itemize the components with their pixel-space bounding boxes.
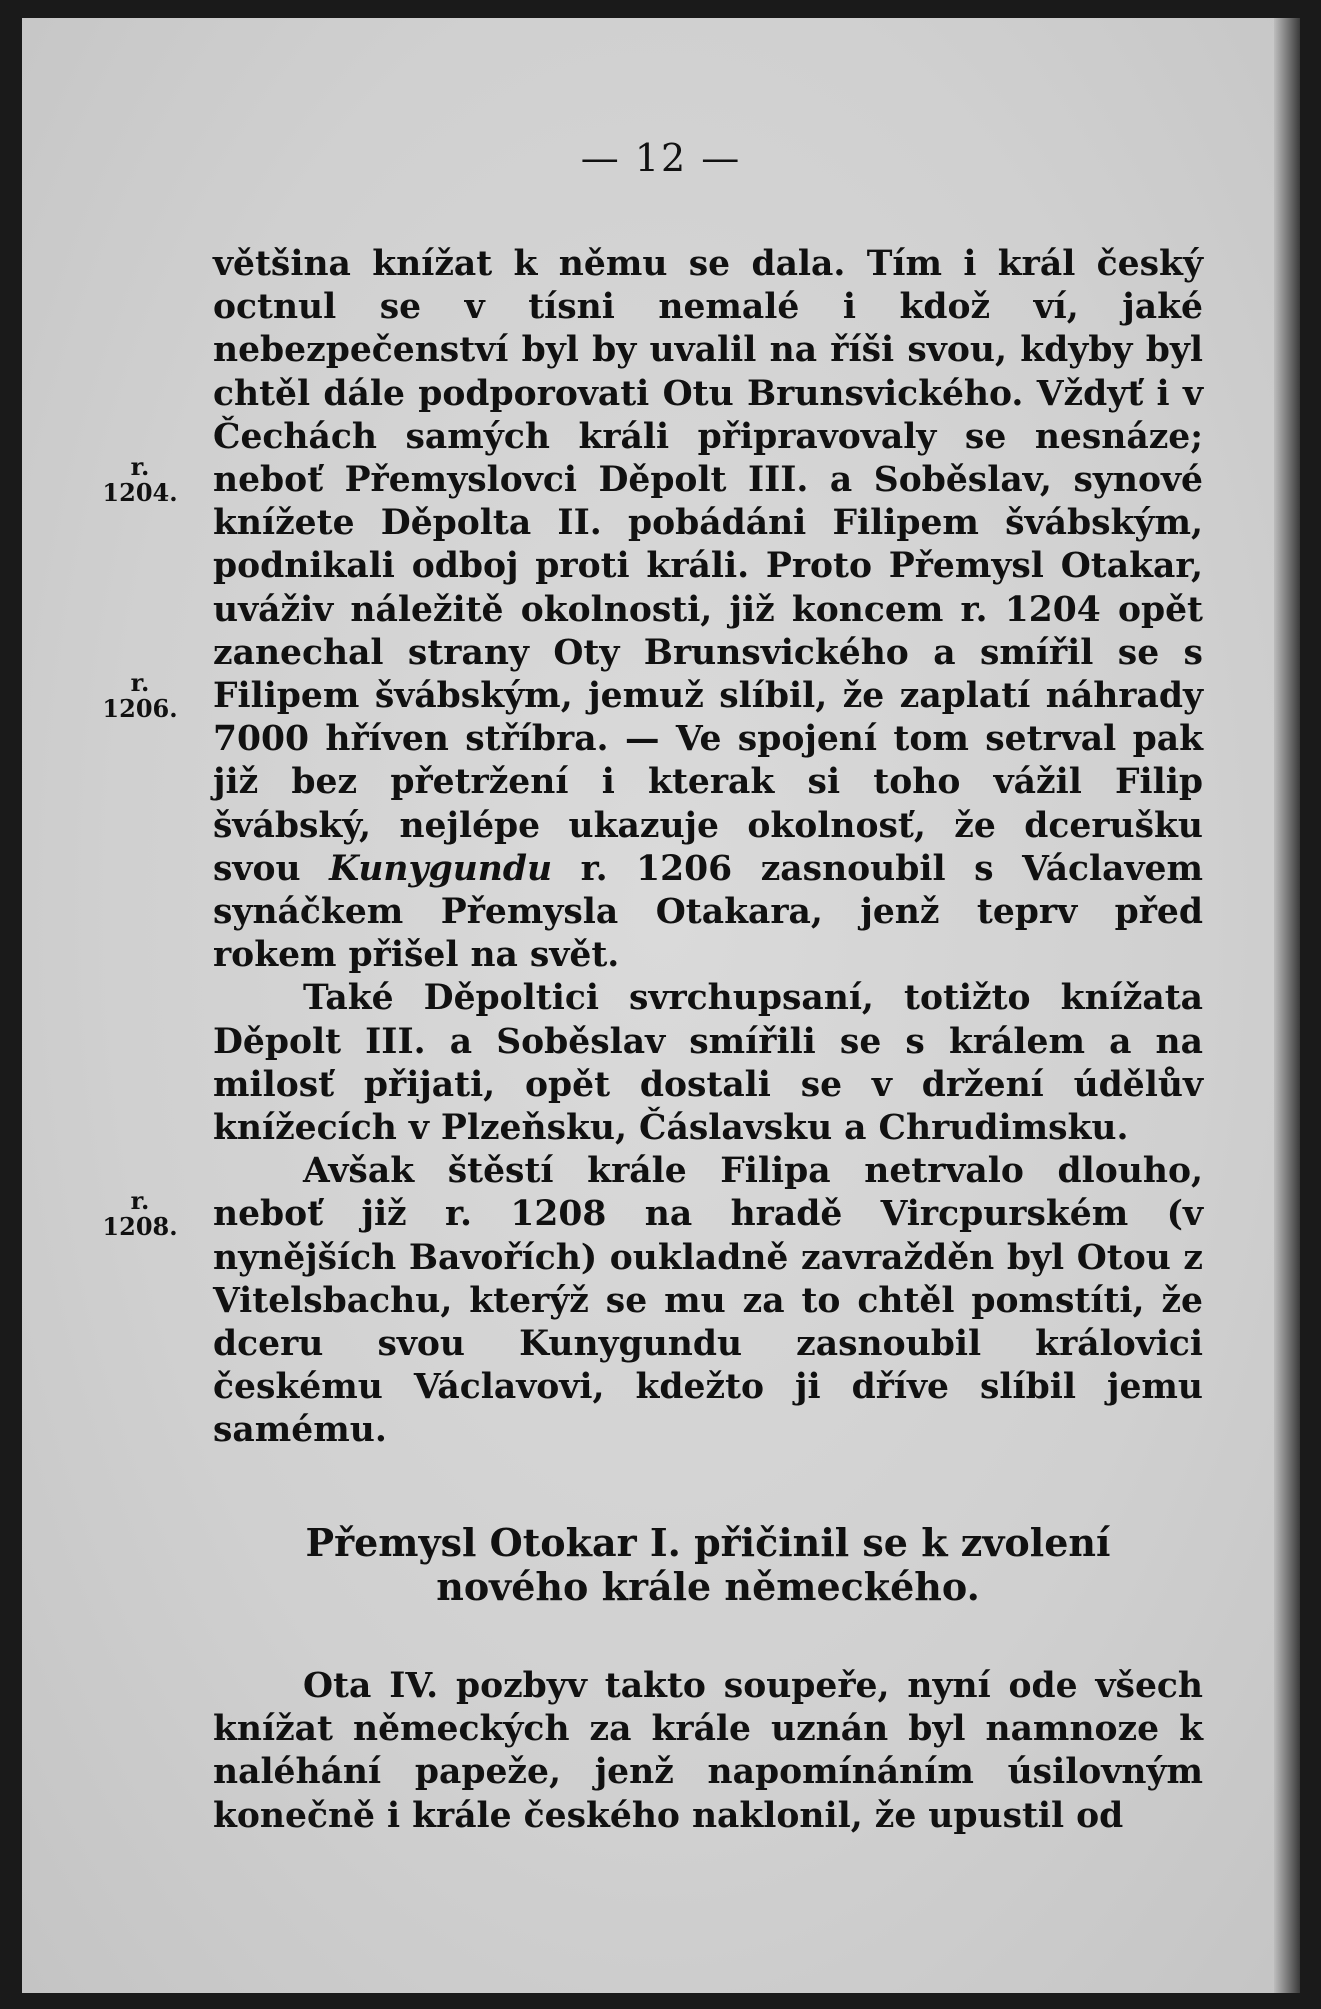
- paragraph-3: Avšak štěstí krále Filipa netrvalo dlouho, neboť již r. 1208 na hradě Vircpurském (v nynějších Bavořích) oukladně zavražděn byl Otou z Vitelsbachu, kterýž se mu za to chtěl pomstíti, že dceru svou Kunygundu zasnoubil královici českému Václavovi, kdežto ji dříve slíbil jemu samému.: [213, 1151, 1203, 1451]
- margin-note-year: 1206.: [102, 694, 178, 723]
- margin-note-1208: [88, 1188, 192, 1240]
- section-heading-line-1: Přemysl Otokar I. přičinil se k zvolení: [305, 1520, 1111, 1565]
- page-edge-shadow: [1274, 18, 1300, 1993]
- margin-note-label: r.: [130, 668, 150, 697]
- main-text: [213, 243, 1203, 1453]
- paragraph-1-text-end: r. 1206 zasnoubil s Václavem synáčkem Přemysla Otakara, jenž teprv před rokem přišel na svět.: [213, 848, 1204, 976]
- margin-note-label: r.: [130, 452, 150, 481]
- margin-note-year: 1208.: [102, 1212, 178, 1241]
- section-heading-line-2: nového krále německého.: [436, 1564, 980, 1609]
- paragraph-1-text: většina knížat k němu se dala. Tím i král český octnul se v tísni nemalé i kdož ví, jaké nebezpečenství byl by uvalil na říši svou, kdyby byl chtěl dále podporovati Otu Brunsvického. Vždyť i v Čechách samých králi připravovaly se nesnáze; neboť Přemyslovci Děpolt III. a Soběslav, synové knížete Děpolta II. pobádáni Filipem švábským, podnikali odboj proti králi. Proto Přemysl Otakar, uváživ náležitě okolnosti, již koncem r. 1204 opět zanechal strany Oty Brunsvického a smířil se s Filipem švábským, jemuž slíbil, že zaplatí náhrady 7000 hříven stříbra. — Ve spojení tom setrval pak již bez přetržení i kterak si toho vážil Filip švábský, nejlépe ukazuje okolnosť, že dcerušku svou: [213, 244, 1203, 889]
- margin-note-1206: [88, 670, 192, 722]
- section-heading: [213, 1521, 1203, 1609]
- italic-name: Kunygundu: [329, 848, 553, 889]
- paragraph-4: Ota IV. pozbyv takto soupeře, nyní ode všech knížat německých za krále uznán byl namnoze k naléhání papeže, jenž napomínáním úsilovným konečně i krále českého naklonil, že upustil od: [213, 1666, 1203, 1836]
- book-page: [22, 18, 1300, 1993]
- margin-note-year: 1204.: [102, 478, 178, 507]
- paragraph-1: [213, 243, 1203, 977]
- margin-note-1204: [88, 454, 192, 506]
- section-text: [213, 1665, 1203, 1838]
- paragraph-2: Také Děpoltici svrchupsaní, totižto knížata Děpolt III. a Soběslav smířili se s králem a na milosť přijati, opět dostali se v držení údělův knížecích v Plzeňsku, Čáslavsku a Chrudimsku.: [213, 978, 1203, 1149]
- margin-note-label: r.: [130, 1186, 150, 1215]
- page-number: — 12 —: [580, 136, 742, 180]
